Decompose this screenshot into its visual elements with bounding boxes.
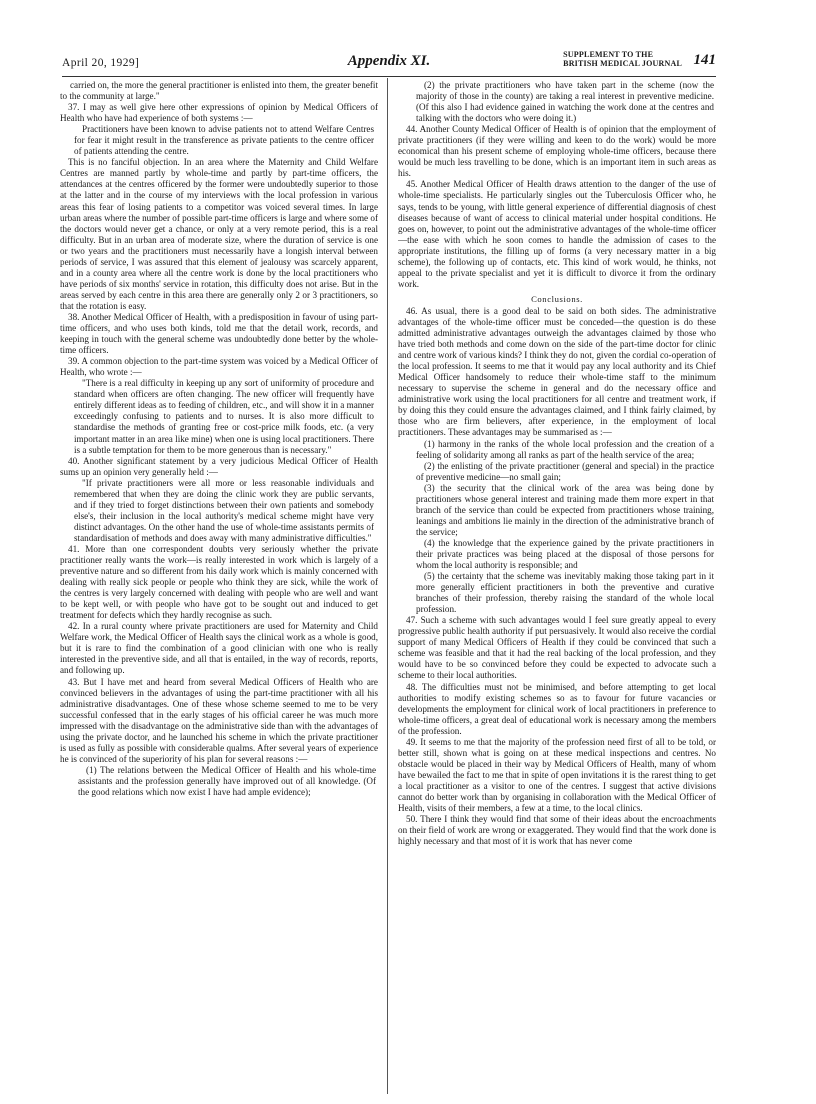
paragraph-49: 49. It seems to me that the majority of the profession need first of all to be told, or better still, shown what is going on at these medical inspections and centres. No obstacle would be placed in their way by Medical Officers of Health, many of whom have bewailed the fact to me that in spite of open invitations it is the rarest thing to get a local practitioner as a visitor to one of the centres. I suggest that active divisions cannot do better work than by organising in collaboration with the Medical Officer of Health, visits of their members, a few at a time, to the local clinics.: [398, 736, 716, 814]
quote: "If private practitioners were all more or less reasonable individuals and remembered that when they are doing the clinic work they are public servants, and if they tried to forget distinctions between their own patients and somebody else's, their inclusion in the local authority's medical scheme might have very distinct advantages. On the other hand the use of whole-time assistants permits of standardisation of methods and does away with many administrative difficulties.": [74, 477, 374, 543]
section-heading-conclusions: Conclusions.: [531, 293, 583, 304]
header-date: April 20, 1929]: [62, 57, 140, 69]
paragraph-47: 47. Such a scheme with such advantages would I feel sure greatly appeal to every progressive public health authority if put persuasively. It would also receive the cordial support of many Medical Officers of Health if they could be convinced that such a scheme was feasible and that it had the real backing of the local profession, and they would have to be so convinced before they could be expected to advocate such a scheme to their local authorities.: [398, 615, 716, 681]
header-supplement-line: SUPPLEMENT TO THE: [563, 50, 654, 59]
running-header: [62, 50, 716, 77]
list-item: (2) the enlisting of the private practitioner (general and special) in the practice of preventive medicine—no small gain;: [416, 460, 714, 482]
paragraph-43: 43. But I have met and heard from several Medical Officers of Health who are convinced believers in the advantages of using the part-time practitioner with all his administrative disadvantages. One of these whose scheme seemed to me to be very successful confessed that in the early stages of his official career he was much more impressed with the disadvantage on the administrative side than with the advantages of using the private doctor, and he launched his scheme in which the private practitioner is used as fully as possible with considerable qualms. After several years of experience he is convinced of the superiority of his plan for several reasons :—: [60, 676, 378, 764]
list-item: (1) The relations between the Medical Officer of Health and his whole-time assistants and the profession generally have improved out of all knowledge. (Of the good relations which now exist I have had ample evidence);: [78, 764, 376, 797]
list-item: (5) the certainty that the scheme was inevitably making those taking part in it more generally efficient practitioners in both the preventive and curative branches of their profession, thereby raising the standard of the whole local profession.: [416, 571, 714, 615]
paragraph-48: 48. The difficulties must not be minimised, and before attempting to get local authorities to modify existing schemes so as to favour for future vacancies or developments the employment for clinical work of local practitioners in preference to whole-time officers, a great deal of educational work is necessary among the members of the profession.: [398, 681, 716, 736]
paragraph-39: 39. A common objection to the part-time system was voiced by a Medical Officer of Health, who wrote :—: [60, 356, 378, 378]
header-page-number: 141: [693, 52, 716, 68]
list-item: (1) harmony in the ranks of the whole local profession and the creation of a feeling of solidarity among all ranks as part of the health service of the area;: [416, 438, 714, 460]
list-item: (2) the private practitioners who have taken part in the scheme (now the majority of those in the county) are taking a real interest in preventive medicine. (Of this also I had evidence gained in watching the work done at the centres and talking with the doctors who were doing it.): [416, 80, 714, 124]
paragraph-41: 41. More than one correspondent doubts very seriously whether the private practitioner really wants the work—is really interested in work which is largely of a preventive nature and so different from his daily work which is mainly concerned with dealing with really sick people or people who think they are sick, while the work of the centres is very largely concerned with dealing with people who are well and want to be kept well, or with people who have got to be sought out and induced to get treatment for defects which they hardly recognise as such.: [60, 543, 378, 621]
paragraph-40: 40. Another significant statement by a very judicious Medical Officer of Health sums up an opinion very generally held :—: [60, 455, 378, 477]
paragraph-50: 50. There I think they would find that some of their ideas about the encroachments on their field of work are wrong or exaggerated. They would find that the work done is highly necessary and that most of it is work that has never come: [398, 814, 716, 847]
right-column: [398, 80, 716, 1094]
paragraph-45: 45. Another Medical Officer of Health draws attention to the danger of the use of whole-time specialists. He particularly singles out the Tuberculosis Officer who, he says, tends to be young, with little general experience of differential diagnosis of chest diseases because of want of access to clinical material under hospital conditions. He goes on, however, to point out the administrative advantages of the whole-time officer—the ease with which he soon comes to handle the admission of cases to the appropriate institutions, the filling up of forms (a very necessary matter in a big scheme), the following up of contacts, etc. This kind of work would, he thinks, not appeal to the private specialist and yet it is difficult to divorce it from the ordinary work.: [398, 179, 716, 289]
paragraph-42: 42. In a rural county where private practitioners are used for Maternity and Child Welfare work, the Medical Officer of Health says the clinical work as a whole is good, but it is rare to find the combination of a good clinician with one who is really interested in the preventive side, and all that is entailed, in the way of records, reports, and following up.: [60, 621, 378, 676]
paragraph-38: 38. Another Medical Officer of Health, with a predisposition in favour of using part-time officers, and who uses both kinds, told me that the detail work, records, and keeping in touch with the general scheme was undoubtedly done better by the whole-time officers.: [60, 311, 378, 356]
list-item: (4) the knowledge that the experience gained by the private practitioners in their private practices was being placed at the disposal of those persons for whom the local authority is responsible; and: [416, 537, 714, 571]
paragraph-44: 44. Another County Medical Officer of Health is of opinion that the employment of private practitioners (if they were willing and keen to do the work) would be more economical than his present scheme of employing whole-time officers, because there would be much less travelling to be done, which is an important item in such areas as his.: [398, 124, 716, 179]
header-journal-name: [563, 50, 682, 68]
column-divider: [387, 78, 388, 1094]
paragraph-37: 37. I may as well give here other expressions of opinion by Medical Officers of Health who have had experience of both systems :—: [60, 102, 378, 124]
quote: Practitioners have been known to advise patients not to attend Welfare Centres for fear it might result in the transference as private patients to the centre officer of patients attending the centre.: [74, 124, 374, 157]
header-journal-line: BRITISH MEDICAL JOURNAL: [563, 59, 682, 68]
header-section-title: Appendix XI.: [347, 53, 431, 69]
paragraph: This is no fanciful objection. In an area where the Maternity and Child Welfare Centres are manned partly by whole-time and partly by part-time officers, the attendances at the centres officered by the former were undoubtedly superior to those at the latter and in the course of my interviews with the local profession in various areas this fear of losing patients to a competitor was voiced several times. In large urban areas where the number of possible part-time officers is large and where some of the doctors would never get a chance, or only at a very remote period, this is a real difficulty. But in an urban area of moderate size, where the duration of service is one or two years and the practitioners must necessarily have a longish interval between periods of service, I was assured that this element of jealousy was scarcely apparent, and in a county area where all the centre work is done by the local practitioners who have periods of six months' service in rotation, this difficulty does not arise. But in the areas served by each centre in this area there are generally only 2 or 3 practitioners, so that the rotation is easy.: [60, 157, 378, 311]
list-item: (3) the security that the clinical work of the area was being done by practitioners whose general interest and training made them more expert in that branch of the service than could be expected from practitioners whose training, leanings and ambitions lie mainly in the direction of the administrative branch of the service;: [416, 482, 714, 537]
paragraph-46: 46. As usual, there is a good deal to be said on both sides. The administrative advantages of the whole-time officer must be conceded—the question is do these admitted administrative advantages outweigh the advantages claimed by those who have tried both methods and come down on the side of the part-time doctor for clinic and centre work of various kinds? I think they do not, given the cordial co-operation of the local profession. It seems to me that it would pay any local authority and its Chief Medical Officer handsomely to reduce their whole-time staff to the minimum necessary to supervise the scheme in general and do the necessary office and administrative work using the local practitioners for all centre and treatment work, if by doing this they could ensure the advantages claimed, and I think fairly claimed, by those who are firm believers, after experience, in the employment of local practitioners. These advantages may be summarised as :—: [398, 305, 716, 438]
left-column: [60, 80, 378, 1094]
paragraph: carried on, the more the general practitioner is enlisted into them, the greater benefit to the community at large.": [60, 80, 378, 102]
quote: "There is a real difficulty in keeping up any sort of uniformity of procedure and standard when officers are often changing. The new officer will frequently have entirely different ideas as to feeding of children, etc., and will show it in a manner exceedingly confusing to patients and to nurses. It is also more difficult to standardise the methods of granting free or cost-price milk foods, etc. (a very important matter in an area like mine) when one is using local practitioners. There is a subtle temptation for them to be more generous than is necessary.": [74, 378, 374, 455]
